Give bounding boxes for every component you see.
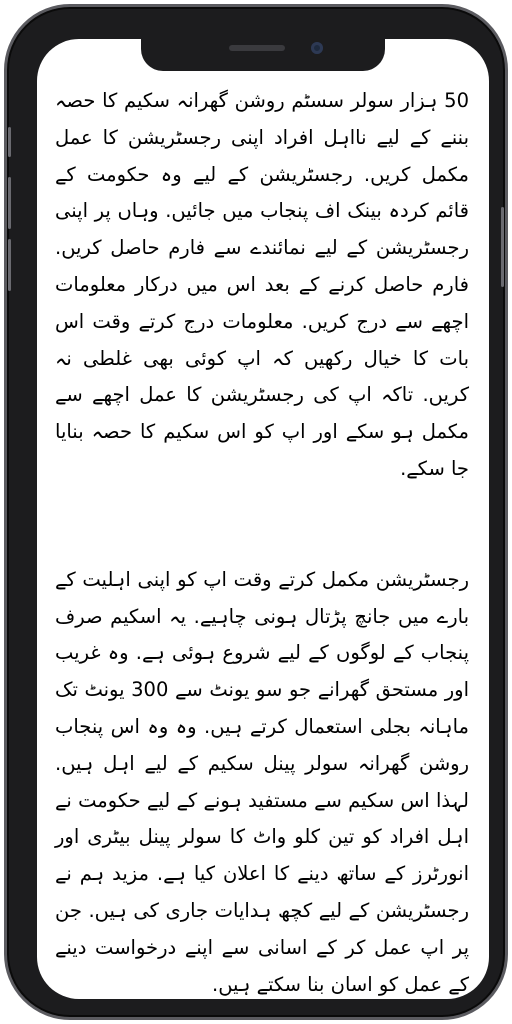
phone-screen — [37, 39, 489, 999]
silent-switch — [8, 127, 11, 157]
phone-frame — [4, 4, 508, 1020]
front-camera-icon — [311, 42, 323, 54]
power-button — [501, 207, 504, 287]
volume-down-button — [8, 239, 11, 291]
article-paragraph: 50 ہزار سولر سسٹم روشن گھرانہ سکیم کا حصہ بننے کے لیے نااہل افراد اپنی رجسٹریشن کا عمل مکمل کریں. رجسٹریشن کے لیے وہ حکومت کے قائم کردہ بینک اف پنجاب میں جائیں. وہاں پر اپنی رجسٹریشن کے لیے نمائندے سے فارم حاصل کریں. فارم حاصل کرنے کے بعد اس میں درکار معلومات اچھے سے درج کریں. معلومات درج کرتے وقت اس بات کا خیال رکھیں کہ اپ کوئی بھی غلطی نہ کریں. تاکہ اپ کی رجسٹریشن کا عمل اچھے سے مکمل ہو سکے اور اپ کو اس سکیم کا حصہ بنایا جا سکے. — [55, 89, 469, 480]
article-paragraph: رجسٹریشن مکمل کرتے وقت اپ کو اپنی اہلیت کے بارے میں جانچ پڑتال ہونی چاہیے. یہ اسکیم صرف پنجاب کے لوگوں کے لیے شروع ہوئی ہے. وہ غریب اور مستحق گھرانے جو سو یونٹ سے 300 یونٹ تک ماہانہ بجلی استعمال کرتے ہیں. وہ وہ اس پنجاب روشن گھرانہ سولر پینل سکیم کے لیے اہل ہیں. لہذا اس سکیم سے مستفید ہونے کے لیے حکومت نے اہل افراد کو تین کلو واٹ کا سولر پینل بیٹری اور انورٹرز کے ساتھ دینے کا اعلان کیا ہے. مزید ہم نے رجسٹریشن کے لیے کچھ ہدایات جاری کی ہیں. جن پر اپ عمل کر کے اسانی سے اپنے درخواست دینے کے عمل کو اسان بنا سکتے ہیں. — [55, 567, 469, 996]
article-body — [55, 83, 469, 999]
notch — [141, 35, 385, 71]
volume-up-button — [8, 177, 11, 229]
speaker-grille — [229, 45, 285, 51]
